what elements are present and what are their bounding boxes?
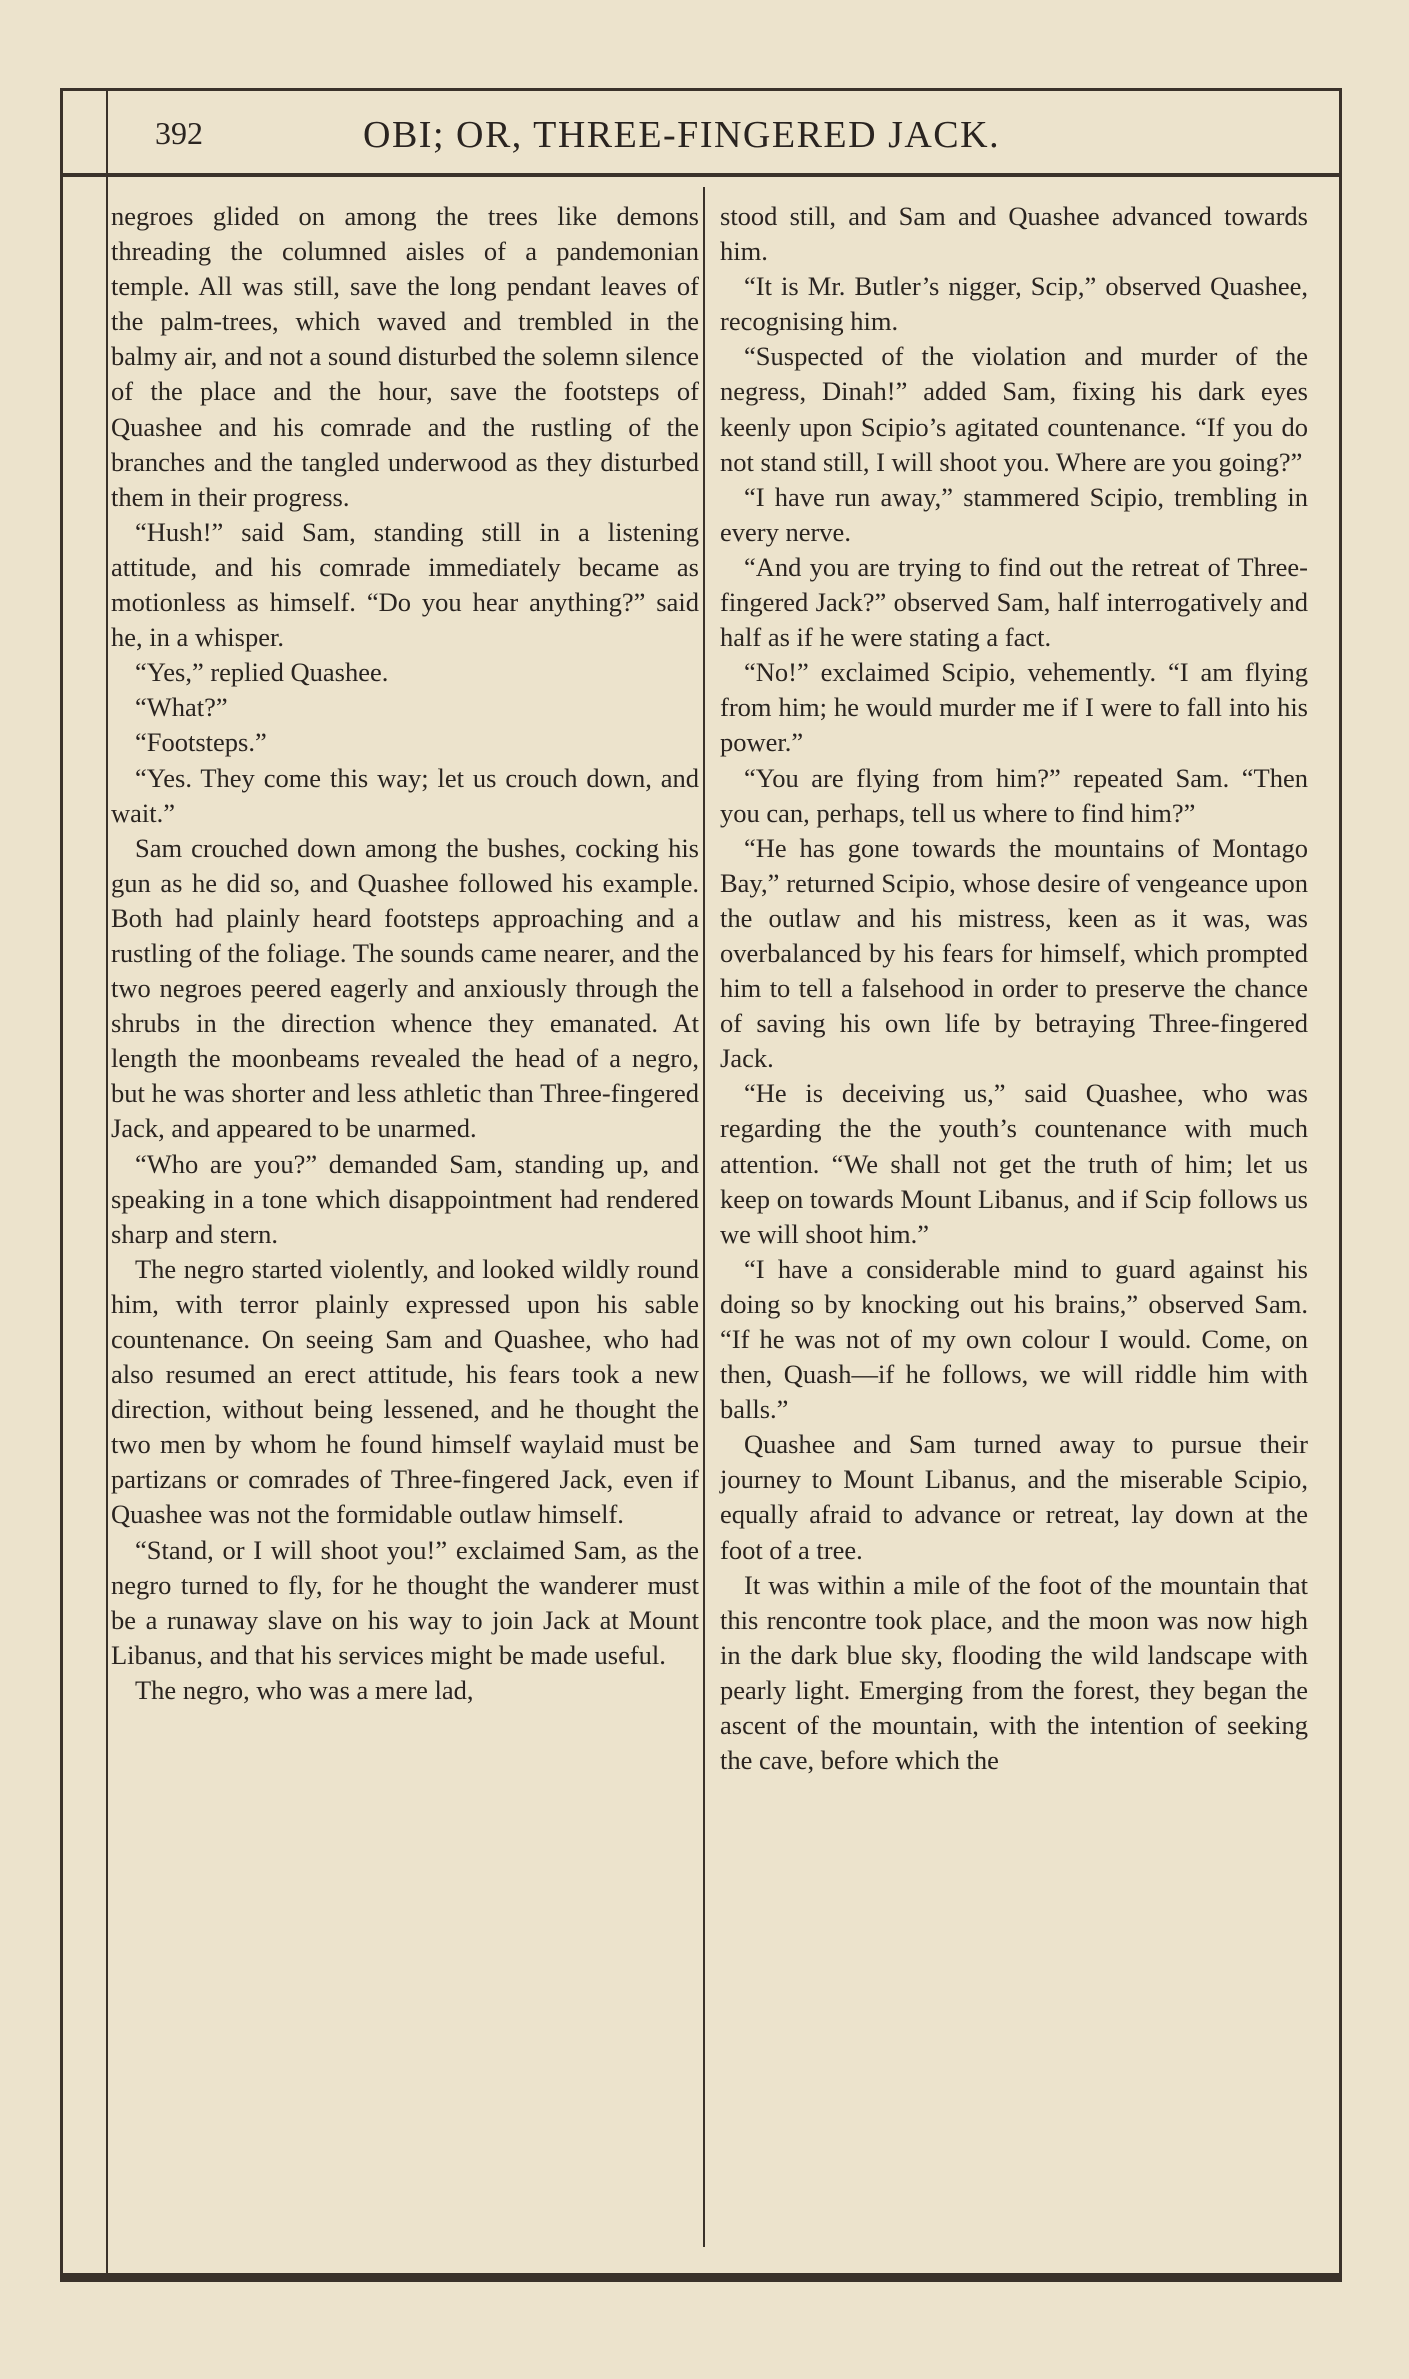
paragraph: “Hush!” said Sam, standing still in a listening attitude, and his comrade immediately became as motionless as himself. “Do you hear anything?” said he, in a whisper. [111, 516, 699, 653]
page-number: 392 [155, 115, 203, 151]
paragraph: “Suspected of the violation and murder of the negress, Dinah!” added Sam, fixing his dark eyes keenly upon Scipio’s agitated countenance. “If you do not stand still, I will shoot you. Where are you going?” [720, 341, 1308, 477]
paragraph: “And you are trying to find out the retreat of Three-fingered Jack?” observed Sam, half interrogatively and half as if he were stating a fact. [720, 551, 1308, 653]
footer-rule [63, 2273, 1339, 2279]
paragraph: “Stand, or I will shoot you!” exclaimed Sam, as the negro turned to fly, for he thought the wanderer must be a runaway slave on his way to join Jack at Mount Libanus, and that his services might be made useful. [111, 1534, 699, 1670]
paragraph: “Who are you?” demanded Sam, standing up, and speaking in a tone which disappointment had rendered sharp and stern. [111, 1148, 699, 1249]
page-frame [60, 88, 1342, 2282]
paragraph: negroes glided on among the trees like demons threading the columned aisles of a pandemonian temple. All was still, save the long pendant leaves of the palm-trees, which waved and trembled in the balmy air, and not a sound disturbed the solemn silence of the place and the hour, save the footsteps of Quashee and his comrade and the rustling of the branches and the tangled underwood as they disturbed them in their progress. [111, 201, 699, 512]
running-title: OBI; OR, THREE-FINGERED JACK. [363, 114, 1001, 156]
paragraph: It was within a mile of the foot of the mountain that this rencontre took place, and the moon was now high in the dark blue sky, flooding the wild landscape with pearly light. Emerging from the forest, they began the ascent of the mountain, with the intention of seeking the cave, before which the [720, 1569, 1308, 1776]
paragraph: stood still, and Sam and Quashee advanced towards him. [720, 201, 1308, 267]
paragraph: “He is deceiving us,” said Quashee, who was regarding the the youth’s countenance with much attention. “We shall not get the truth of him; let us keep on towards Mount Libanus, and if Scip follows us we will shoot him.” [720, 1078, 1308, 1249]
right-column [720, 199, 1308, 1778]
paragraph: “I have a considerable mind to guard against his doing so by knocking out his brains,” observed Sam. “If he was not of my own colour I would. Come, on then, Quash—if he follows, we will riddle him with balls.” [720, 1253, 1308, 1425]
paragraph: Quashee and Sam turned away to pursue their journey to Mount Libanus, and the miserable Scipio, equally afraid to advance or retreat, lay down at the foot of a tree. [720, 1429, 1308, 1565]
page-header [63, 91, 1339, 177]
paragraph: “He has gone towards the mountains of Montago Bay,” returned Scipio, whose desire of vengeance upon the outlaw and his mistress, keen as it was, was overbalanced by his fears for himself, which prompted him to tell a falsehood in order to preserve the chance of saving his own life by betraying Three-fingered Jack. [720, 832, 1308, 1074]
left-border-rule [106, 91, 108, 2279]
paragraph: “I have run away,” stammered Scipio, trembling in every nerve. [720, 481, 1308, 547]
paragraph: “Footsteps.” [135, 727, 267, 758]
paragraph: “No!” exclaimed Scipio, vehemently. “I am flying from him; he would murder me if I were to fall into his power.” [720, 657, 1308, 758]
paragraph: “It is Mr. Butler’s nigger, Scip,” observed Quashee, recognising him. [720, 271, 1308, 337]
paragraph: The negro, who was a mere lad, [135, 1674, 474, 1705]
paragraph: “You are flying from him?” repeated Sam. “Then you can, perhaps, tell us where to find him?” [720, 762, 1308, 828]
paragraph: “Yes. They come this way; let us crouch down, and wait.” [111, 762, 699, 828]
paragraph: The negro started violently, and looked wildly round him, with terror plainly expressed upon his sable countenance. On seeing Sam and Quashee, who had also resumed an erect attitude, his fears took a new direction, without being lessened, and he thought the two men by whom he found himself waylaid must be partizans or comrades of Three-fingered Jack, even if Quashee was not the formidable outlaw himself. [111, 1253, 699, 1530]
paragraph: “Yes,” replied Quashee. [135, 657, 389, 688]
paragraph: Sam crouched down among the bushes, cocking his gun as he did so, and Quashee followed his example. Both had plainly heard footsteps approaching and a rustling of the foliage. The sounds came nearer, and the two negroes peered eagerly and anxiously through the shrubs in the direction whence they emanated. At length the moonbeams revealed the head of a negro, but he was shorter and less athletic than Three-fingered Jack, and appeared to be unarmed. [111, 832, 699, 1144]
left-column [111, 199, 699, 1708]
paragraph: “What?” [135, 692, 228, 723]
column-divider [703, 187, 705, 2247]
